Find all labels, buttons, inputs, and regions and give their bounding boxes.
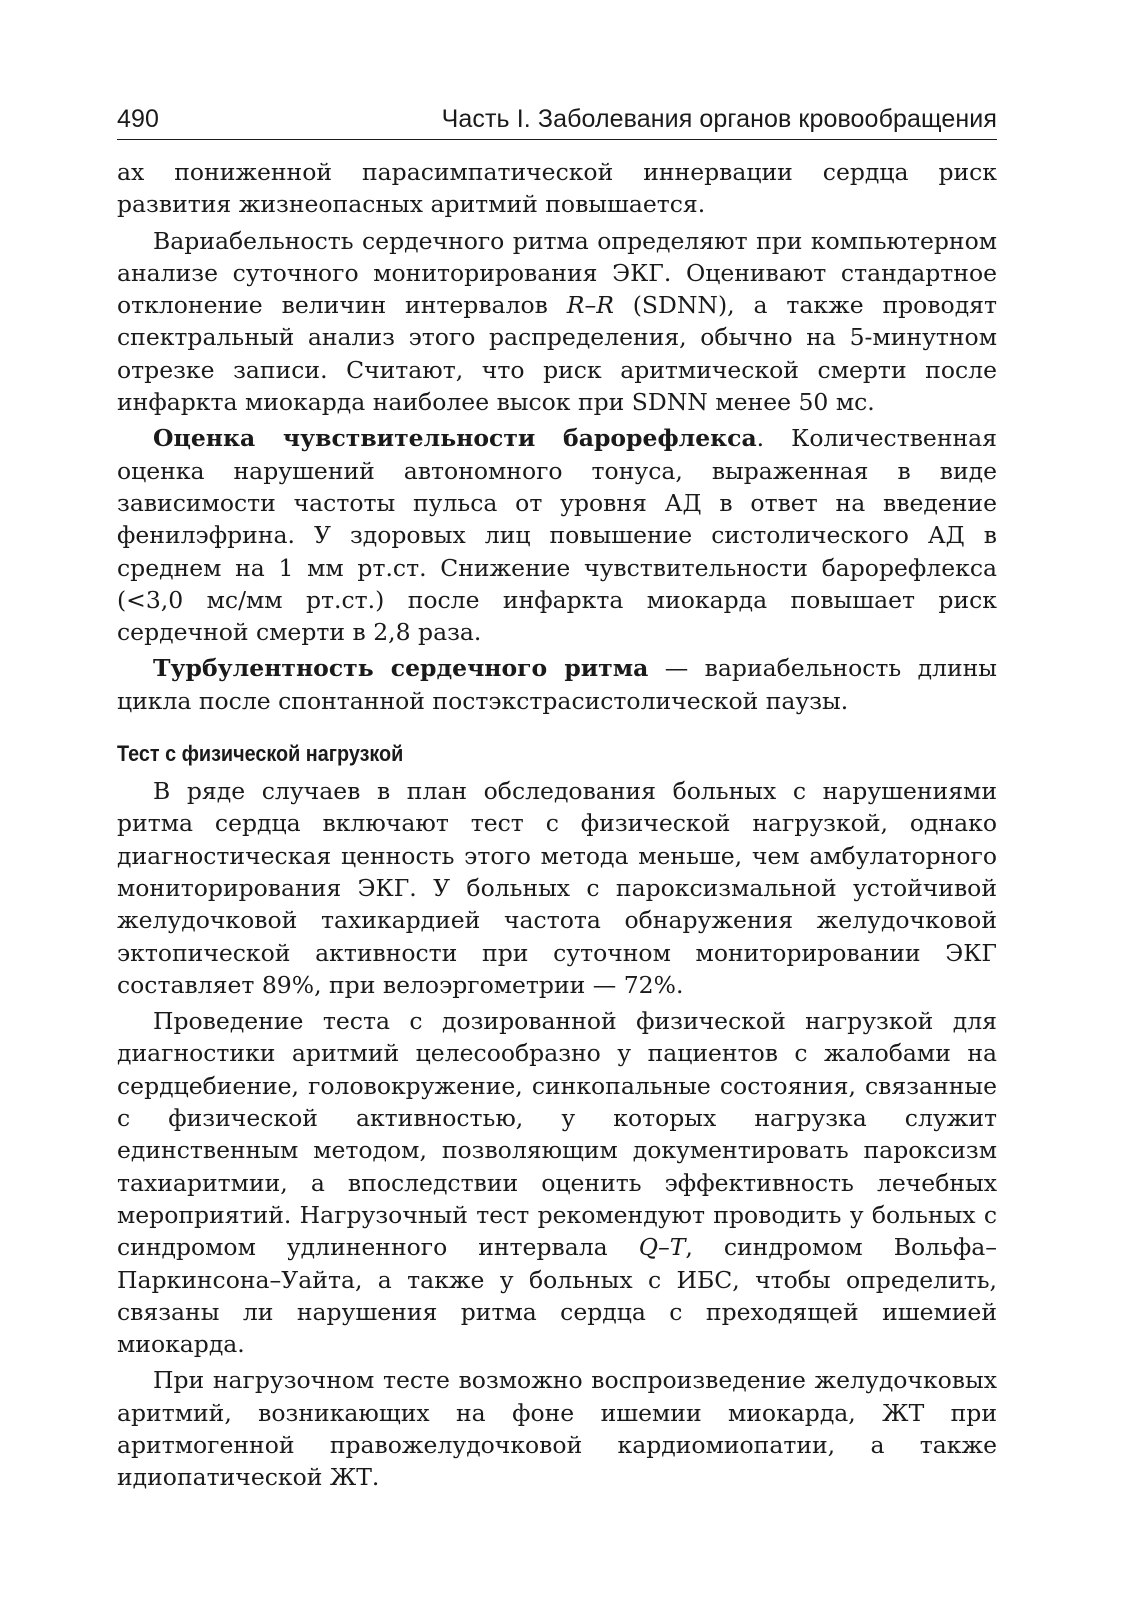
running-title: Часть I. Заболевания органов кровообращения <box>441 105 997 133</box>
paragraph-indications-text-a: Проведение теста с дозированной физической нагрузкой для диагностики аритмий целесообразно у пациентов с жалобами на сердцебиение, головокружение, синкопальные состояния, связанные с физической активностью, у которых нагрузка служит единственным методом, позволяющим документировать пароксизм тахиаритмии, а впоследствии оценить эффективность лечебных мероприятий. Нагрузочный тест рекомендуют проводить у больных с синдромом удлиненного интервала <box>117 1007 997 1262</box>
page-number: 490 <box>117 105 160 133</box>
paragraph-turbulence <box>117 652 997 717</box>
paragraph-indications-text-b: , синдромом Вольфа–Паркинсона–Уайта, а также у больных с ИБС, чтобы определить, связаны ли нарушения ритма сердца с преходящей ишемией миокарда. <box>117 1233 997 1359</box>
turbulence-term: Турбулентность сердечного ритма <box>153 654 649 683</box>
qt-interval-term: Q–T <box>638 1233 686 1262</box>
running-header <box>117 104 997 140</box>
paragraph-indications <box>117 1005 997 1360</box>
section-heading: Тест с физической нагрузкой <box>117 741 404 767</box>
paragraph-hrv-text-b: (SDNN), а также проводят спектральный анализ этого распределения, обычно на 5-минутном отрезке записи. Считают, что риск аритмической смерти после инфаркта миокарда наиболее высок при SDNN менее 50 мс. <box>117 291 998 417</box>
rr-interval-term: R–R <box>566 291 614 320</box>
book-page <box>117 104 997 1498</box>
body-text <box>117 156 997 1494</box>
paragraph-reproduction: При нагрузочном тесте возможно воспроизведение желудочковых аритмий, возникающих на фоне ишемии миокарда, ЖТ при аритмогенной правожелудочковой кардиомиопатии, а также идиопатической ЖТ. <box>117 1366 997 1492</box>
paragraph-turbulence-text: — вариабельность длины цикла после спонтанной постэкстрасистолической паузы. <box>117 654 997 715</box>
paragraph-hrv-text-a: Вариабельность сердечного ритма определяют при компьютерном анализе суточного мониторирования ЭКГ. Оценивают стандартное отклонение величин интервалов <box>117 226 997 320</box>
paragraph-exercise-test: В ряде случаев в план обследования больных с нарушениями ритма сердца включают тест с физической нагрузкой, однако диагностическая ценность этого метода меньше, чем амбулаторного мониторирования ЭКГ. У больных с пароксизмальной устойчивой желудочковой тахикардией частота обнаружения желудочковой эктопической активности при суточном мониторировании ЭКГ составляет 89%, при велоэргометрии — 72%. <box>117 777 997 999</box>
paragraph-hrv <box>117 225 997 419</box>
paragraph-baroreflex <box>117 422 997 648</box>
baroreflex-term: Оценка чувствительности барорефлекса <box>153 424 757 453</box>
paragraph-baroreflex-text: . Количественная оценка нарушений автономного тонуса, выраженная в виде зависимости частоты пульса от уровня АД в ответ на введение фенилэфрина. У здоровых лиц повышение систолического АД в среднем на 1 мм рт.ст. Снижение чувствительности барорефлекса (<3,0 мс/мм рт.ст.) после инфаркта миокарда повышает риск сердечной смерти в 2,8 раза. <box>117 424 997 647</box>
paragraph-continuation: ах пониженной парасимпатической иннервации сердца риск развития жизнеопасных аритмий повышается. <box>117 158 997 219</box>
